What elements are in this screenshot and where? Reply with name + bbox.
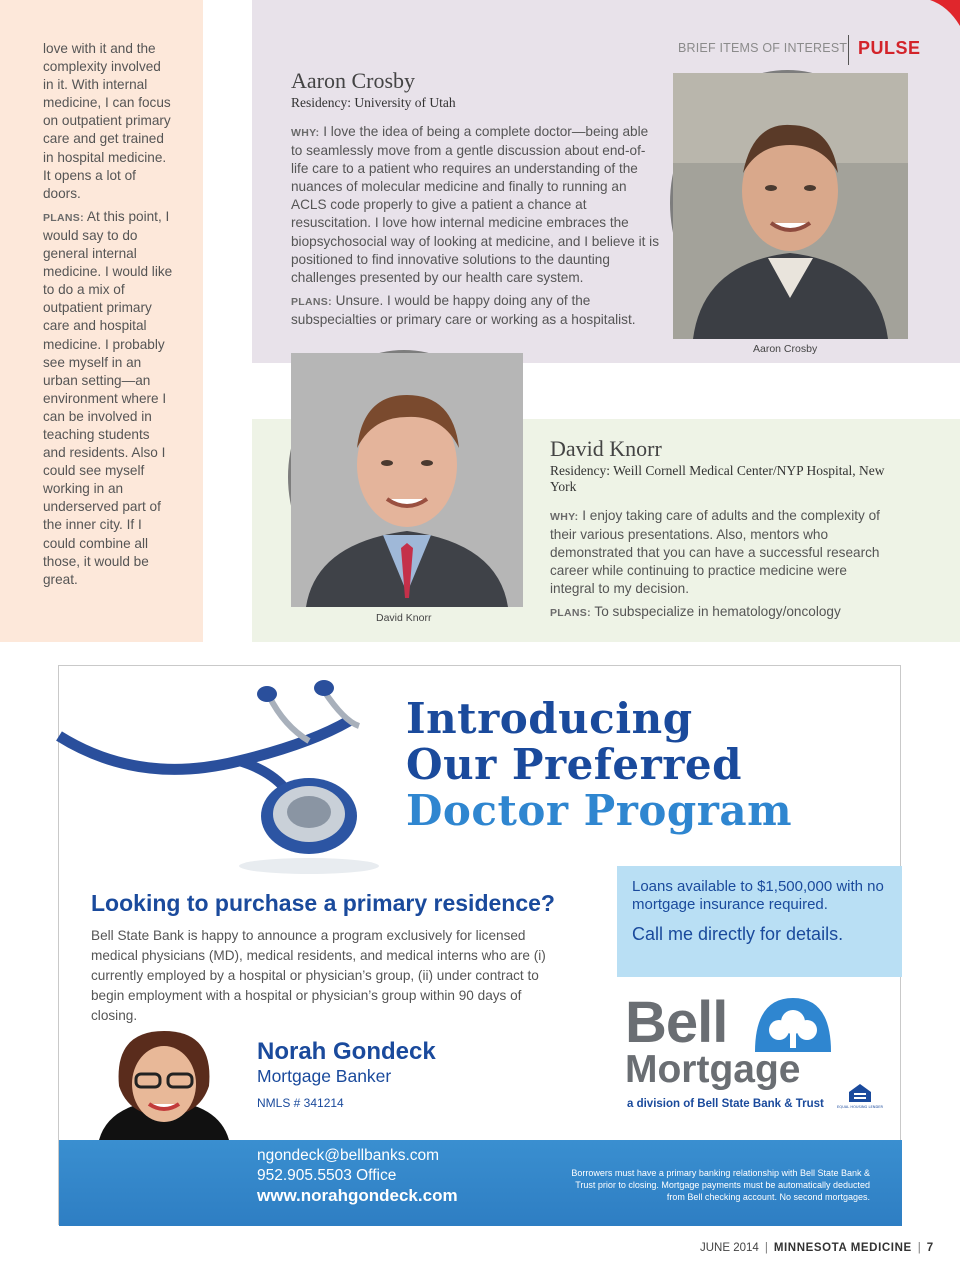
loans-callout (617, 866, 902, 977)
logo-word-mortgage: Mortgage (625, 1048, 801, 1091)
ad-headline (406, 696, 792, 834)
fine-print: Borrowers must have a primary banking relationship with Bell State Bank & Trust prior to closing. Mortgage payments must be automatically deducted from Bell checking account. No second mortgages. (571, 1168, 870, 1202)
profile-residency: Residency: University of Utah (291, 95, 456, 110)
contact-website[interactable]: www.norahgondeck.com (257, 1186, 458, 1205)
photo-caption: David Knorr (376, 612, 432, 624)
left-intro-text: love with it and the complexity involved in it. With internal medicine, I can focus on outpatient primary care and get trained in hospital medicine. It opens a lot of doors. (43, 41, 171, 201)
logo-word-bell: Bell (625, 990, 728, 1055)
left-column-text (43, 40, 173, 594)
profile-residency: Residency: Weill Cornell Medical Center/NYP Hospital, New York (550, 463, 885, 494)
plans-text: Unsure. I would be happy doing any of the subspecialties or primary care or working as a hospitalist. (291, 292, 636, 327)
banker-photo-icon (89, 1026, 239, 1140)
person-portrait-icon (291, 353, 523, 607)
left-plans-text: At this point, I would say to do general internal medicine. I would like to do a mix of outpatient primary care and hospital medicine. I probably see myself in an urban setting—an environment where I can be involved in teaching students and residents. Also I could see myself working in an underserved part of the inner city. If I could combine all those, it would be great. (43, 208, 173, 587)
section-name: PULSE (858, 38, 921, 58)
call-text: Call me directly for details. (632, 924, 844, 944)
page-footer (700, 1242, 934, 1254)
person-portrait-icon (673, 73, 908, 339)
profile-aaron-crosby (291, 68, 661, 334)
loans-text: Loans available to $1,500,000 with no mortgage insurance required. (632, 878, 884, 913)
why-label: WHY: (291, 127, 320, 139)
profile-plans (291, 292, 661, 329)
logo-division: a division of Bell State Bank & Trust (627, 1098, 824, 1110)
equal-housing-label: EQUAL HOUSING LENDER (837, 1105, 883, 1109)
footer-separator: | (917, 1242, 921, 1254)
profile-why (550, 507, 890, 598)
contact-email[interactable]: ngondeck@bellbanks.com (257, 1147, 440, 1164)
knorr-portrait (288, 350, 520, 604)
contact-phone: 952.905.5503 Office (257, 1167, 397, 1184)
profile-name: Aaron Crosby (291, 68, 416, 93)
bell-tree-logo-icon (753, 996, 833, 1054)
profile-name: David Knorr (550, 436, 662, 461)
why-label: WHY: (550, 511, 579, 523)
profile-body (291, 123, 661, 329)
ad-headline-line3: Doctor Program (406, 786, 793, 835)
crosby-portrait (670, 70, 905, 336)
profile-david-knorr (550, 436, 890, 628)
why-text: I love the idea of being a complete doctor—being able to seamlessly move from a gentle discussion about end-of-life care to a patient who requires an understanding of the nuances of molecular medicine and finally to running an ACLS code properly to give a patient a chance at resuscitation. I love how internal medicine embraces the biopsychosocial way of looking at medicine, and I believe it is positioned to find innovative solutions to the daunting challenges presented by our health care system. (291, 124, 659, 285)
contact-block (257, 1146, 458, 1206)
left-plans-paragraph (43, 208, 173, 589)
plans-text: To subspecialize in hematology/oncology (594, 604, 841, 620)
ad-headline-line2: Our Preferred (406, 740, 742, 789)
plans-label: PLANS: (43, 211, 84, 224)
why-text: I enjoy taking care of adults and the complexity of their various presentations. Also, mentors who demonstrated that you can have a successful research career while continuing to practice medicine were integral to my decision. (550, 508, 880, 597)
ad-body-text: Bell State Bank is happy to announce a program exclusively for licensed medical physicians (MD), medical residents, and medical interns who are (i) currently employed by a hospital or physician’s group, (ii) under contract to begin employment with a hospital or physician’s group within 90 days of closing. (91, 928, 546, 1023)
plans-label: PLANS: (291, 295, 332, 308)
profile-plans (550, 603, 890, 622)
equal-housing-icon (837, 1082, 883, 1110)
banker-name: Norah Gondeck (257, 1038, 436, 1065)
corner-accent-icon (930, 0, 960, 26)
banker-role: Mortgage Banker (257, 1066, 392, 1086)
profile-body (550, 507, 890, 623)
footer-publication: MINNESOTA MEDICINE (773, 1242, 912, 1254)
ad-question: Looking to purchase a primary residence? (91, 890, 555, 916)
footer-separator: | (764, 1242, 768, 1254)
stethoscope-icon (59, 666, 399, 881)
banker-nmls: NMLS # 341214 (257, 1096, 344, 1110)
section-label: BRIEF ITEMS OF INTEREST (678, 41, 848, 55)
ad-headline-line1: Introducing (406, 694, 693, 743)
footer-date: JUNE 2014 (700, 1242, 759, 1254)
page-number: 7 (926, 1242, 934, 1254)
header-divider (848, 35, 849, 65)
photo-caption: Aaron Crosby (753, 343, 818, 355)
bell-mortgage-ad (58, 665, 901, 1225)
plans-label: PLANS: (550, 607, 591, 620)
profile-why (291, 123, 661, 287)
